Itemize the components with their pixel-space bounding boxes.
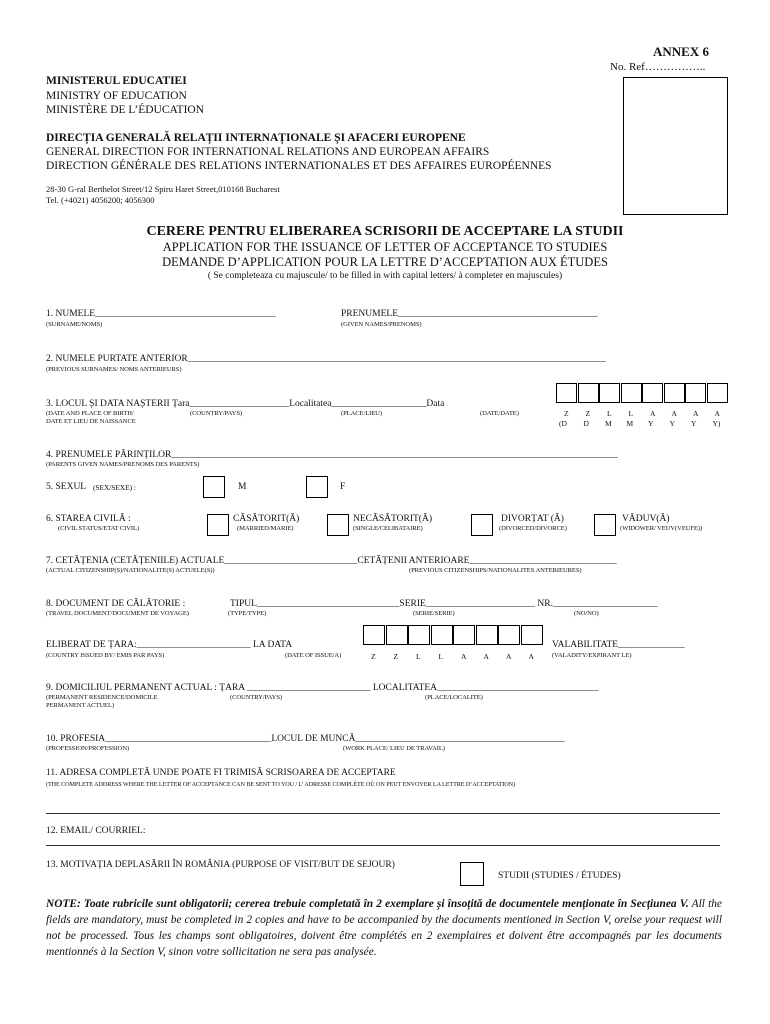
issued-by-sub: (COUNTRY ISSUED BY/ EMIS PAR PAYS) bbox=[46, 652, 165, 659]
issue-date-cell[interactable] bbox=[363, 625, 385, 645]
birth-date-format-letter: (D bbox=[559, 419, 567, 428]
issue-date-cell[interactable] bbox=[521, 625, 543, 645]
birth-date-cell[interactable] bbox=[642, 383, 663, 403]
sex-m-label: M bbox=[238, 482, 247, 492]
birth-date-letter: A bbox=[650, 409, 656, 418]
single-sub: (SINGLE/CELIBATAIRE) bbox=[353, 525, 423, 532]
birth-date-cell[interactable] bbox=[599, 383, 620, 403]
single-label: NECĂSĂTORIT(Ă) bbox=[353, 514, 432, 524]
issued-by-field[interactable]: ELIBERAT DE ȚARA:________________________ LA DATA bbox=[46, 640, 293, 650]
title-en: APPLICATION FOR THE ISSUANCE OF LETTER OF ACCEPTANCE TO STUDIES bbox=[162, 240, 608, 254]
widowed-checkbox[interactable] bbox=[594, 514, 616, 536]
validity-field[interactable]: VALABILITATE______________ bbox=[552, 640, 685, 650]
birth-date-cell[interactable] bbox=[556, 383, 577, 403]
birth-date-letter: L bbox=[628, 409, 634, 418]
birth-date-cell[interactable] bbox=[664, 383, 685, 403]
issue-date-letter: A bbox=[461, 652, 467, 661]
married-checkbox[interactable] bbox=[207, 514, 229, 536]
title-fr: DEMANDE D’APPLICATION POUR LA LETTRE D’ACCEPTATION AUX ÉTUDES bbox=[162, 255, 608, 269]
birth-date-format-letter: M bbox=[626, 419, 634, 428]
parents-names-field[interactable]: 4. PRENUMELE PĂRINȚILOR______________________________________________________________________________________________ bbox=[46, 450, 618, 460]
issue-date-letter: A bbox=[528, 652, 534, 661]
birth-date-format-letter: M bbox=[605, 419, 612, 428]
sex-f-label: F bbox=[340, 482, 346, 492]
birth-date-format-letter: Y) bbox=[712, 419, 721, 428]
residence-sub: (PERMANENT RESIDENCE/DOMICILE bbox=[46, 694, 158, 701]
birth-date-letter: A bbox=[671, 409, 677, 418]
divorced-label: DIVORȚAT (Ă) bbox=[501, 514, 564, 524]
ministry-en: MINISTRY OF EDUCATION bbox=[46, 90, 187, 102]
note-paragraph bbox=[46, 896, 722, 960]
issue-date-letter: Z bbox=[393, 652, 399, 661]
reference-number: No. Ref…………….. bbox=[610, 61, 706, 73]
birth-country-sub: (COUNTRY/PAYS) bbox=[190, 410, 242, 417]
permanent-residence-field[interactable]: 9. DOMICILIUL PERMANENT ACTUAL : ȚARA __________________________ LOCALITATEA__________________________________ bbox=[46, 683, 599, 693]
email-label: 12. EMAIL/ COURRIEL: bbox=[46, 826, 146, 836]
residence-sub-2: PERMANENT ACTUEL) bbox=[46, 702, 114, 709]
issue-date-cell[interactable] bbox=[408, 625, 430, 645]
travel-document-fields[interactable]: TIPUL______________________________SERIE_______________________ NR.______________________ bbox=[230, 599, 658, 609]
annex-label: ANNEX 6 bbox=[653, 44, 709, 59]
issue-date-cell[interactable] bbox=[476, 625, 498, 645]
previous-surnames-sub: (PREVIOUS SURNAMES/ NOMS ANTERIEURS) bbox=[46, 366, 182, 373]
address-label: 11. ADRESA COMPLETĂ UNDE POATE FI TRIMISĂ SCRISOAREA DE ACCEPTARE bbox=[46, 768, 396, 778]
nr-sub: (NO/NO) bbox=[574, 610, 599, 617]
purpose-label: 13. MOTIVAȚIA DEPLASĂRII ÎN ROMÂNIA (PURPOSE OF VISIT/BUT DE SEJOUR) bbox=[46, 860, 395, 870]
profession-field[interactable]: 10. PROFESIA___________________________________LOCUL DE MUNCĂ____________________________________________ bbox=[46, 734, 565, 744]
issue-date-letter: L bbox=[416, 652, 421, 661]
capital-letters-note: ( Se completeaza cu majuscule/ to be filled in with capital letters/ à completer en majuscules) bbox=[207, 271, 563, 281]
sex-sub: (SEX/SEXE) : bbox=[93, 483, 136, 492]
residence-place-sub: (PLACE/LOCALITE) bbox=[425, 694, 483, 701]
direction-fr: DIRECTION GÉNÉRALE DES RELATIONS INTERNATIONALES ET DES AFFAIRES EUROPÉENNES bbox=[46, 160, 552, 172]
given-names-sub: (GIVEN NAMES/PRENOMS) bbox=[341, 321, 422, 328]
divorced-checkbox[interactable] bbox=[471, 514, 493, 536]
surname-field[interactable]: 1. NUMELE______________________________________ bbox=[46, 309, 276, 319]
birth-date-cell[interactable] bbox=[707, 383, 728, 403]
profession-sub: (PROFESSION/PROFESSION) bbox=[46, 745, 130, 752]
birth-date-format-letter: D bbox=[583, 419, 589, 428]
birth-date-letter: Z bbox=[564, 409, 569, 418]
residence-country-sub: (COUNTRY/PAYS) bbox=[230, 694, 282, 701]
divorced-sub: (DIVORCED/DIVORCE) bbox=[499, 525, 567, 532]
issue-date-letter: L bbox=[438, 652, 444, 661]
direction-en: GENERAL DIRECTION FOR INTERNATIONAL RELATIONS AND EUROPEAN AFFAIRS bbox=[46, 146, 490, 158]
previous-citizenship-sub: (PREVIOUS CITIZENSHIPS/NATIONALITES ANTERIEURES) bbox=[409, 567, 582, 574]
birth-date-format-letter: Y bbox=[648, 419, 654, 428]
single-checkbox[interactable] bbox=[327, 514, 349, 536]
birth-date-letter: A bbox=[693, 409, 699, 418]
sex-f-checkbox[interactable] bbox=[306, 476, 328, 498]
issue-date-cell[interactable] bbox=[498, 625, 520, 645]
validity-sub: (VALADITY/EXPIRANT LE) bbox=[552, 652, 632, 659]
note-bold: NOTE: Toate rubricile sunt obligatorii; cererea trebuie completată în 2 exemplare și însoțită de documentele menționate în Secțiunea V. bbox=[46, 898, 689, 910]
birth-sub-fr: DATE ET LIEU DE NAISSANCE bbox=[46, 418, 136, 425]
citizenship-sub: (ACTUAL CITIZENSHIP(S)/NATIONALITE(S) ACTUELE(S)) bbox=[46, 567, 215, 574]
birth-date-cell[interactable] bbox=[578, 383, 599, 403]
sex-m-checkbox[interactable] bbox=[203, 476, 225, 498]
address: 28-30 G-ral Berthelot Street/12 Spiru Haret Street,010168 Bucharest bbox=[46, 184, 280, 194]
surname-sub: (SURNAME/NOMS) bbox=[46, 321, 103, 328]
issue-date-cell[interactable] bbox=[386, 625, 408, 645]
given-names-field[interactable]: PRENUMELE__________________________________________ bbox=[341, 309, 598, 319]
birth-date-sub: (DATE/DATE) bbox=[480, 410, 519, 417]
work-place-sub: (WORK PLACE/ LIEU DE TRAVAIL) bbox=[343, 745, 445, 752]
issue-date-cell[interactable] bbox=[453, 625, 475, 645]
travel-document-sub: (TRAVEL DOCUMENT/DOCUMENT DE VOYAGE) bbox=[46, 610, 189, 617]
note-rest: All the fields are mandatory, must be completed in 2 copies and have to be accompanied by the documents mentioned in Section V, orelse your request will not be processed. Tous les champs sont obligatoires, doivent être complétés en 2 exemplaires et doivent être accompagnés par les documents mentionnés à la Section V, sinon votre sollicitation ne sera pas analysée. bbox=[46, 898, 722, 958]
birth-date-letter: Z bbox=[585, 409, 591, 418]
civil-status-label: 6. STAREA CIVILĂ : bbox=[46, 514, 131, 524]
birth-date-cell[interactable] bbox=[685, 383, 706, 403]
issue-date-letter: Z bbox=[371, 652, 376, 661]
direction-ro: DIRECȚIA GENERALĂ RELAȚII INTERNAȚIONALE ȘI AFACERI EUROPENE bbox=[46, 132, 466, 144]
address-sub: (THE COMPLETE ADDRESS WHERE THE LETTER OF ACCEPTANCE CAN BE SENT TO YOU / L’ ADRESSE COMPLÈTE OÙ ON PEUT ENVOYER LA LETTRE D’ACCEPTATION) bbox=[46, 781, 515, 788]
birth-sub: (DATE AND PLACE OF BIRTH/ bbox=[46, 410, 134, 417]
sex-label: 5. SEXUL bbox=[46, 482, 87, 492]
widowed-sub: (WIDOWER/ VEUV(VEUFE)) bbox=[620, 525, 703, 532]
widowed-label: VĂDUV(Ă) bbox=[622, 514, 670, 524]
email-line[interactable] bbox=[46, 845, 720, 846]
issue-date-sub: (DATE OF ISSUE/A) bbox=[285, 652, 342, 659]
type-sub: (TYPE/TYPE) bbox=[228, 610, 267, 617]
birth-date-letter: A bbox=[714, 409, 720, 418]
travel-document-label: 8. DOCUMENT DE CĂLĂTORIE : bbox=[46, 599, 186, 609]
birth-date-cell[interactable] bbox=[621, 383, 642, 403]
studies-label: STUDII (STUDIES / ÉTUDES) bbox=[498, 871, 621, 881]
married-sub: (MARRIED/MARIE) bbox=[237, 525, 294, 532]
ministry-ro: MINISTERUL EDUCATIEI bbox=[46, 75, 187, 87]
serie-sub: (SERIE/SERIE) bbox=[413, 610, 455, 617]
birth-place-sub: (PLACE/LIEU) bbox=[341, 410, 382, 417]
married-label: CĂSĂTORIT(Ă) bbox=[233, 514, 300, 524]
parents-names-sub: (PARENTS GIVEN NAMES/PRENOMS DES PARENTS) bbox=[46, 461, 200, 468]
issue-date-letter: A bbox=[506, 652, 512, 661]
title-ro: CERERE PENTRU ELIBERAREA SCRISORII DE ACCEPTARE LA STUDII bbox=[146, 224, 624, 239]
photo-box[interactable] bbox=[623, 77, 728, 215]
birth-date-letter: L bbox=[607, 409, 612, 418]
birth-date-format-letter: Y bbox=[669, 419, 675, 428]
citizenship-field[interactable]: 7. CETĂȚENIA (CETĂȚENIILE) ACTUALE____________________________CETĂȚENII ANTERIOARE_______________________________ bbox=[46, 556, 617, 566]
issue-date-letter: A bbox=[483, 652, 489, 661]
telephone: Tel. (+4021) 4056200; 4056300 bbox=[46, 195, 155, 205]
birth-date-format-letter: Y bbox=[691, 419, 697, 428]
issue-date-cell[interactable] bbox=[431, 625, 453, 645]
civil-status-sub: (CIVIL STATUS/ETAT CIVIL) bbox=[58, 525, 140, 532]
studies-checkbox[interactable] bbox=[460, 862, 484, 886]
address-line[interactable] bbox=[46, 813, 720, 814]
birth-place-date-field[interactable]: 3. LOCUL ȘI DATA NAȘTERII Țara_____________________Localitatea____________________Data bbox=[46, 399, 445, 409]
previous-surnames-field[interactable]: 2. NUMELE PURTATE ANTERIOR________________________________________________________________________________________ bbox=[46, 354, 606, 364]
ministry-fr: MINISTÈRE DE L’ÉDUCATION bbox=[46, 104, 205, 116]
